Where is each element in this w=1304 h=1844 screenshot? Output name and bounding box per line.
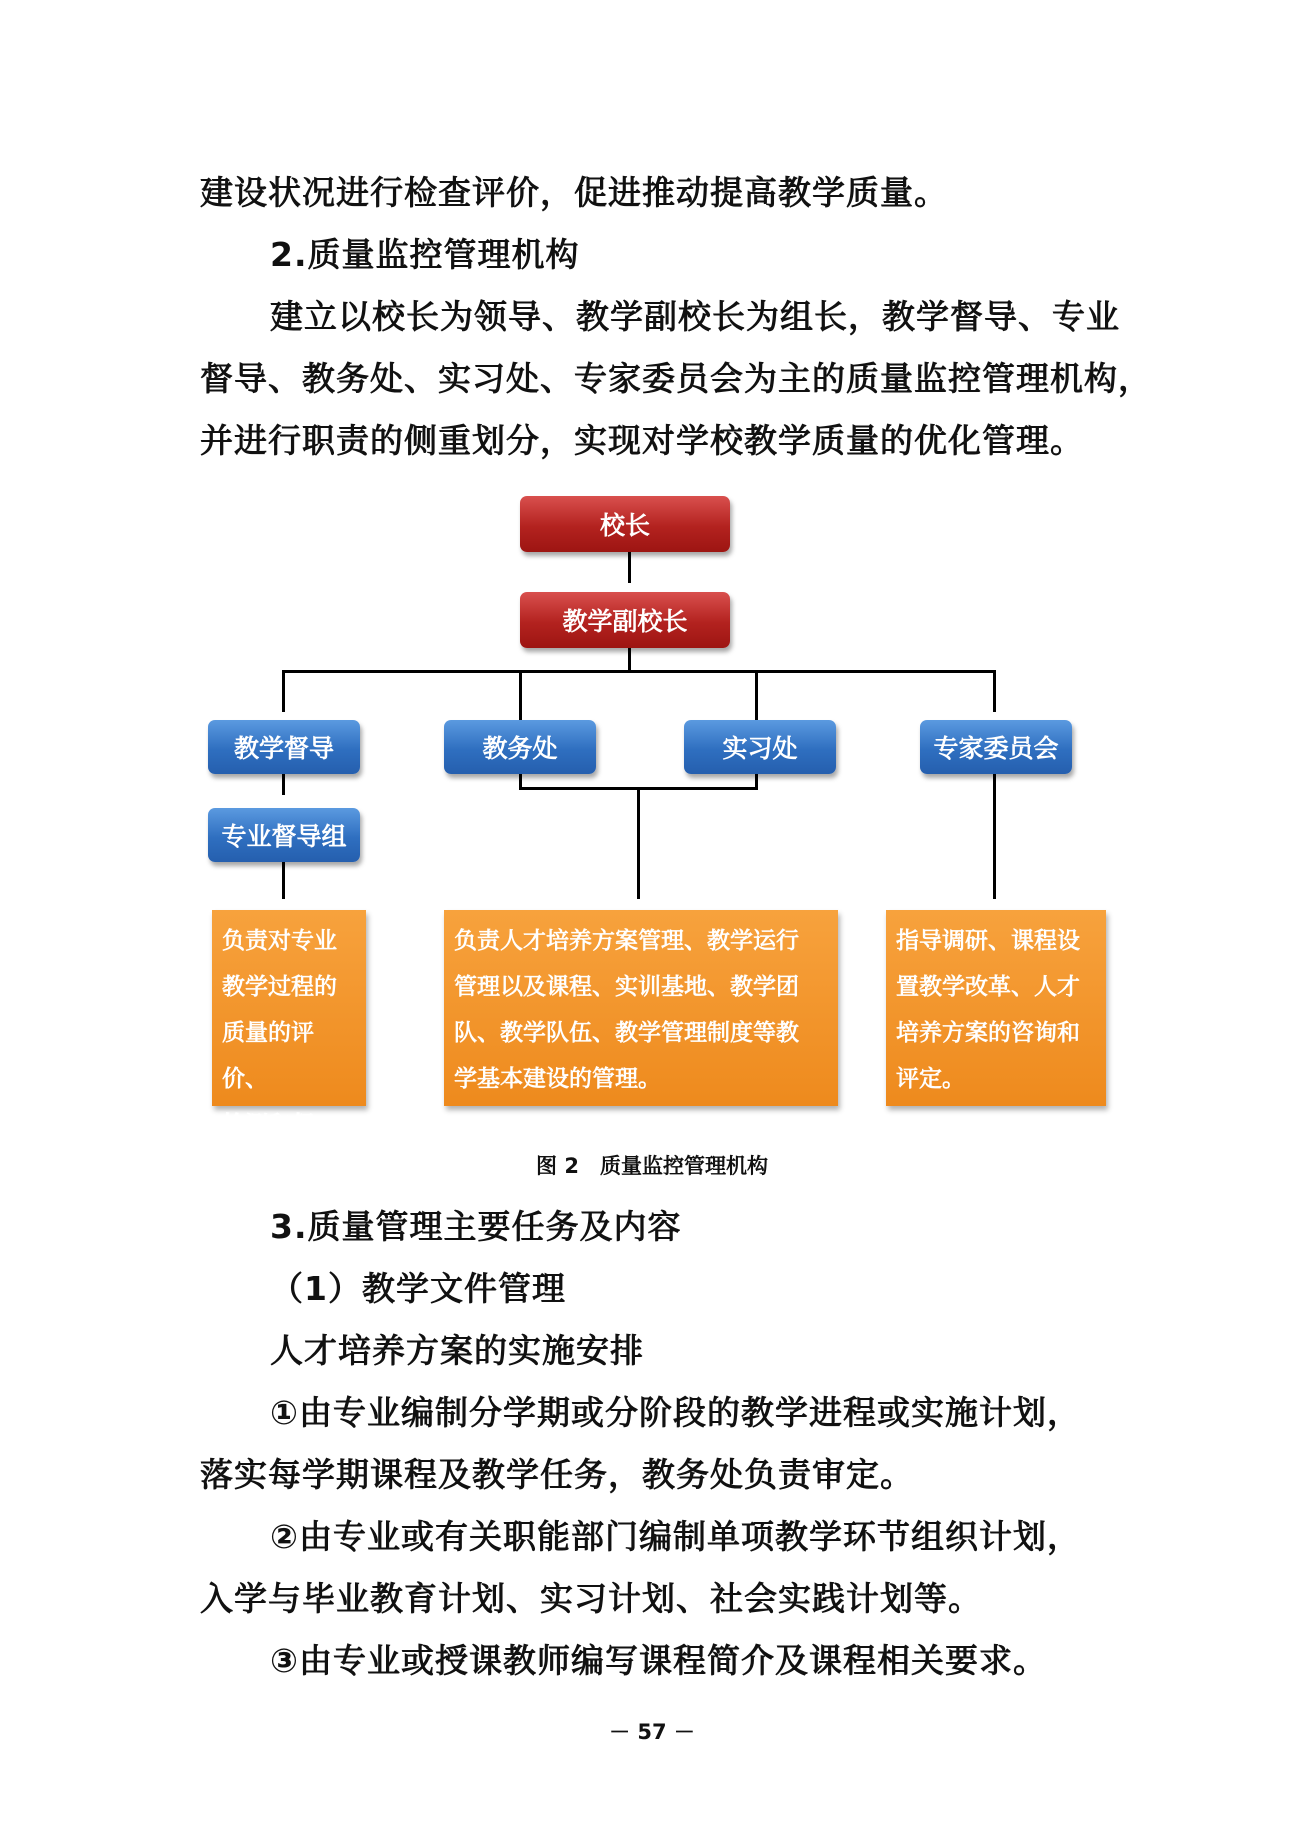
duty-line: 负责人才培养方案管理、教学运行: [454, 927, 799, 954]
list-item: ③由专业或授课教师编写课程简介及课程相关要求。: [270, 1641, 1047, 1680]
duty-line: 培养方案的咨询和: [896, 1019, 1080, 1046]
section-heading-2: 2.质量监控管理机构: [270, 235, 580, 274]
page-number: － 57 －: [609, 1720, 695, 1744]
duty-box-expert: [886, 910, 1106, 1106]
figure-caption: 图 2 质量监控管理机构: [536, 1154, 768, 1178]
paragraph-line: 并进行职责的侧重划分，实现对学校教学质量的优化管理。: [200, 421, 1084, 460]
connector-line: [282, 670, 994, 673]
list-item-continuation: 落实每学期课程及教学任务，教务处负责审定。: [200, 1455, 914, 1494]
list-item: ②由专业或有关职能部门编制单项教学环节组织计划，: [270, 1517, 1081, 1556]
paragraph-line: 督导、教务处、实习处、专家委员会为主的质量监控管理机构，: [200, 359, 1152, 398]
list-item-continuation: 入学与毕业教育计划、实习计划、社会实践计划等。: [200, 1579, 982, 1618]
paragraph-continuation: 建设状况进行检查评价，促进推动提高教学质量。: [200, 173, 948, 212]
major-supervision-group-box: 专业督导组: [208, 808, 360, 862]
academic-affairs-box: 教务处: [444, 720, 596, 774]
vice-principal-box: 教学副校长: [520, 592, 730, 648]
paragraph-line: 人才培养方案的实施安排: [270, 1331, 644, 1370]
internship-office-box: 实习处: [684, 720, 836, 774]
list-item: ①由专业编制分学期或分阶段的教学进程或实施计划，: [270, 1393, 1081, 1432]
duty-line: 教学过程的: [222, 973, 337, 1000]
subsection-heading: （1）教学文件管理: [270, 1269, 566, 1308]
teaching-supervision-box: 教学督导: [208, 720, 360, 774]
duty-line: 置教学改革、人才: [896, 973, 1080, 1000]
duty-box-supervision: [212, 910, 366, 1184]
expert-committee-box: 专家委员会: [920, 720, 1072, 774]
duty-box-academic: [444, 910, 838, 1106]
connector-line: [637, 787, 640, 899]
principal-box: 校长: [520, 496, 730, 552]
duty-line: 检测和督导。: [222, 1111, 314, 1184]
duty-line: 评定。: [896, 1065, 965, 1092]
paragraph-line: 建立以校长为领导、教学副校长为组长，教学督导、专业: [270, 297, 1120, 336]
duty-line: 队、教学队伍、教学管理制度等教: [454, 1019, 799, 1046]
connector-line: [993, 670, 996, 712]
connector-line: [282, 670, 285, 712]
duty-line: 指导调研、课程设: [896, 927, 1080, 954]
duty-line: 学基本建设的管理。: [454, 1065, 661, 1092]
duty-line: 质量的评价、: [222, 1019, 314, 1092]
duty-line: 负责对专业: [222, 927, 337, 954]
section-heading-3: 3.质量管理主要任务及内容: [270, 1207, 682, 1246]
duty-line: 管理以及课程、实训基地、教学团: [454, 973, 799, 1000]
